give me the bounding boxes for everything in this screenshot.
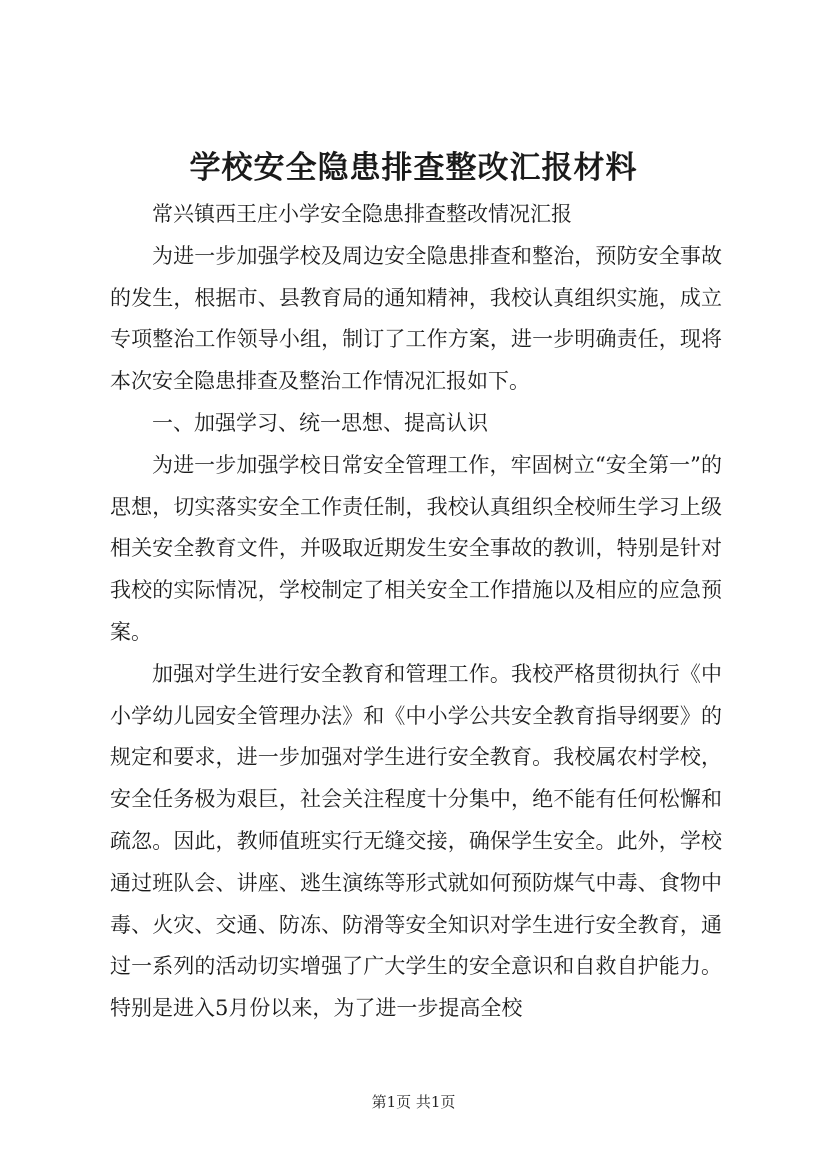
paragraph-education: 加强对学生进行安全教育和管理工作。我校严格贯彻执行《中小学幼儿园安全管理办法》和《中小学公共安全教育指导纲要》的规定和要求，进一步加强对学生进行安全教育。我校属农村学校，安全任务极为艰巨，社会关注程度十分集中，绝不能有任何松懈和疏忽。因此，教师值班实行无缝交接，确保学生安全。此外，学校通过班队会、讲座、逃生演练等形式就如何预防煤气中毒、食物中毒、火灾、交通、防冻、防滑等安全知识对学生进行安全教育，通过一系列的活动切实增强了广大学生的安全意识和自救自护能力。特别是进入5月份以来，为了进一步提高全校 [110,661,722,1021]
page-footer: 第1页 共1页 [371,1093,456,1111]
paragraph-section-1: 为进一步加强学校日常安全管理工作，牢固树立“安全第一”的思想，切实落实安全工作责任制，我校认真组织全校师生学习上级相关安全教育文件，并吸取近期发生安全事故的教训，特别是针对我校的实际情况，学校制定了相关安全工作措施以及相应的应急预案。 [110,452,722,644]
document-body [110,194,722,1030]
paragraph-intro: 为进一步加强学校及周边安全隐患排查和整治，预防安全事故的发生，根据市、县教育局的通知精神，我校认真组织实施，成立专项整治工作领导小组，制订了工作方案，进一步明确责任，现将本次安全隐患排查及整治工作情况汇报如下。 [110,243,722,394]
paragraph-subtitle: 常兴镇西王庄小学安全隐患排查整改情况汇报 [152,202,572,226]
document-title: 学校安全隐患排查整改汇报材料 [189,150,638,186]
section-heading-1: 一、加强学习、统一思想、提高认识 [152,410,488,435]
